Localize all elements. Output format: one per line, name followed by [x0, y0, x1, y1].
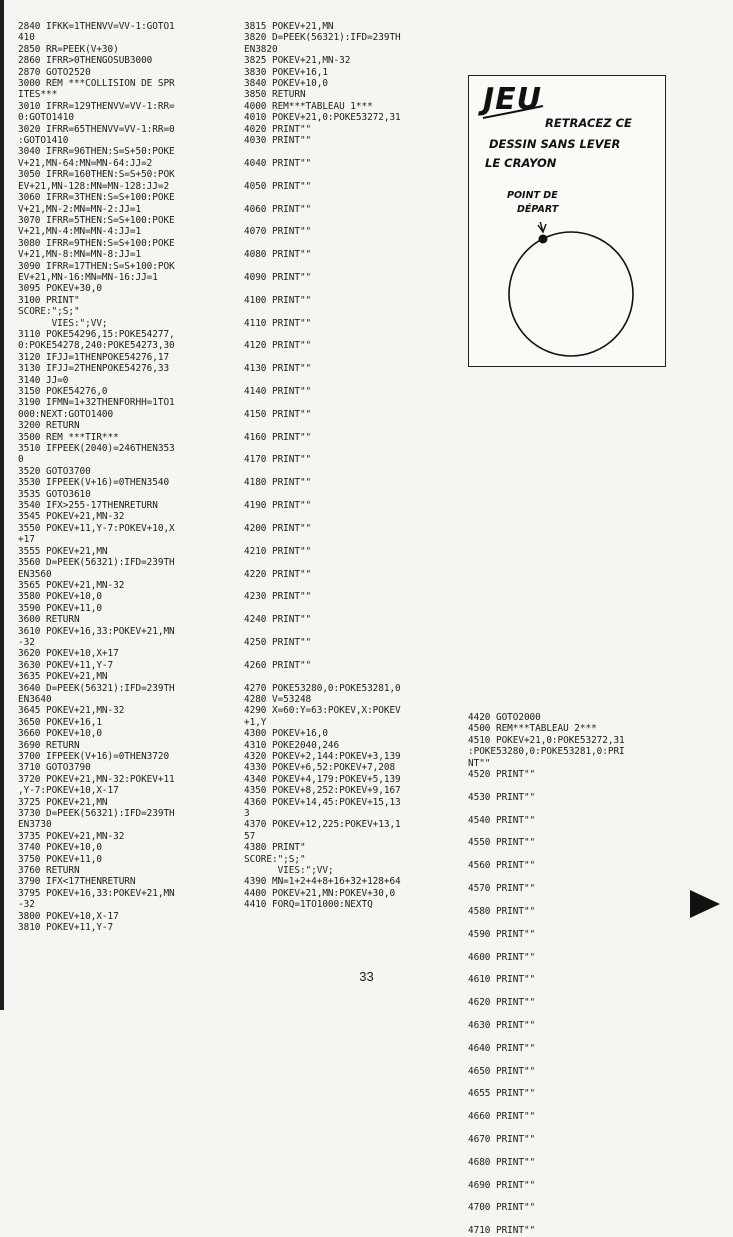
code-line — [244, 466, 401, 477]
code-line: 4060 PRINT"" — [244, 203, 312, 215]
instruction-line: RETRACEZ CE — [545, 116, 632, 130]
code-line: -32 — [18, 899, 35, 911]
code-line: ITES*** — [18, 89, 58, 101]
code-line — [244, 215, 401, 226]
code-line: 4320 POKEV+2,144:POKEV+3,139 — [244, 751, 401, 762]
code-line: +1,Y — [244, 716, 267, 728]
code-line: 4590 PRINT"" — [468, 928, 536, 940]
code-line — [244, 397, 401, 408]
code-line: V+21,MN-2:MN=MN-2:JJ=1 — [18, 203, 142, 215]
code-line: 3510 IFPEEK(2040)=246THEN353 — [18, 443, 175, 455]
code-line: 4520 PRINT"" — [468, 769, 536, 781]
code-line: 3830 POKEV+16,1 — [244, 66, 328, 78]
code-line: 3190 IFMN=1+32THENFORHH=1TO1 — [18, 397, 175, 409]
code-line: 4000 REM***TABLEAU 1*** — [244, 100, 373, 112]
code-line: 3740 POKEV+10,0 — [18, 842, 102, 854]
code-line: 4110 PRINT"" — [244, 317, 312, 329]
puzzle-box — [468, 75, 666, 367]
code-line: 4530 PRINT"" — [468, 791, 536, 803]
drawing-circle-icon — [491, 222, 651, 362]
code-line — [244, 603, 401, 614]
code-line — [244, 306, 401, 317]
code-line: 3560 D=PEEK(56321):IFD=239TH — [18, 557, 175, 569]
code-line: 4090 PRINT"" — [244, 271, 312, 283]
code-line: 4600 PRINT"" — [468, 951, 536, 963]
code-line: 3080 IFRR=9THEN:S=S+100:POKE — [18, 237, 175, 249]
puzzle-title: JEU — [483, 82, 543, 117]
code-line — [244, 238, 401, 249]
code-line: EN3820 — [244, 43, 278, 55]
code-line: 4630 PRINT"" — [468, 1019, 536, 1031]
code-line: 4070 PRINT"" — [244, 226, 312, 238]
code-line: 4380 PRINT" — [244, 842, 306, 854]
listing-column-1 — [18, 21, 175, 934]
code-line: 3060 IFRR=3THEN:S=S+100:POKE — [18, 192, 175, 204]
code-line: 4100 PRINT"" — [244, 294, 312, 306]
code-line: 4190 PRINT"" — [244, 500, 312, 512]
instruction-line: DESSIN SANS LEVER — [489, 137, 621, 151]
code-line — [244, 671, 401, 682]
code-line: 3700 IFPEEK(V+16)=0THEN3720 — [18, 751, 170, 762]
code-line — [468, 1031, 625, 1042]
page-number: 33 — [359, 969, 374, 984]
code-line: 3580 POKEV+10,0 — [18, 591, 102, 603]
code-line: 3840 POKEV+10,0 — [244, 78, 328, 90]
code-line: 3790 IFX<17THENRETURN — [18, 876, 136, 888]
code-line: 4710 PRINT"" — [468, 1225, 536, 1237]
code-line: 4420 GOTO2000 — [468, 712, 541, 723]
code-line: 4130 PRINT"" — [244, 363, 312, 375]
start-label: POINT DE — [507, 190, 558, 201]
code-line: 4500 REM***TABLEAU 2*** — [468, 723, 597, 735]
code-line: 4310 POKE2040,246 — [244, 739, 340, 751]
code-line: EV+21,MN-16:MN=MN-16:JJ=1 — [18, 271, 158, 283]
arrow-right-icon — [690, 890, 720, 918]
code-line — [244, 329, 401, 340]
code-line: 4120 PRINT"" — [244, 340, 312, 352]
code-line: 3150 POKE54276,0 — [18, 386, 108, 397]
code-line: 410 — [18, 32, 35, 44]
code-line — [468, 803, 625, 814]
code-line: 3555 POKEV+21,MN — [18, 545, 108, 557]
code-line: :GOTO1410 — [18, 135, 69, 147]
code-line: 4180 PRINT"" — [244, 477, 312, 489]
code-line: 3200 RETURN — [18, 420, 80, 432]
code-line: 4360 POKEV+14,45:POKEV+15,13 — [244, 796, 401, 808]
code-line: 3635 POKEV+21,MN — [18, 671, 108, 683]
code-line: 3010 IFRR=129THENVV=VV-1:RR= — [18, 100, 175, 112]
code-line — [468, 986, 625, 997]
code-line: 3750 POKEV+11,0 — [18, 853, 102, 865]
code-line — [468, 1009, 625, 1020]
code-line — [468, 849, 625, 860]
code-line — [244, 557, 401, 568]
code-line — [468, 1145, 625, 1156]
code-line: 4690 PRINT"" — [468, 1179, 536, 1191]
code-line: 0 — [18, 454, 24, 466]
code-line: 4200 PRINT"" — [244, 522, 312, 534]
code-line — [244, 146, 401, 157]
code-line — [244, 648, 401, 659]
code-line: 4020 PRINT"" — [244, 123, 312, 135]
code-line: 4550 PRINT"" — [468, 837, 536, 849]
code-line: 3095 POKEV+30,0 — [18, 283, 102, 295]
code-line: 4170 PRINT"" — [244, 454, 312, 466]
code-line: -32 — [18, 636, 35, 648]
code-line — [244, 283, 401, 294]
code-line: 3520 GOTO3700 — [18, 465, 91, 477]
code-line: 0:POKE54278,240:POKE54273,30 — [18, 340, 175, 352]
code-line — [244, 420, 401, 431]
code-line: 4400 POKEV+21,MN:POKEV+30,0 — [244, 887, 396, 899]
code-line: 2840 IFKK=1THENVV=VV-1:GOTO1 — [18, 21, 175, 32]
code-line — [468, 1168, 625, 1179]
code-line: :POKE53280,0:POKE53281,0:PRI — [468, 746, 625, 758]
code-line: 3660 POKEV+10,0 — [18, 728, 102, 740]
code-line: 4330 POKEV+6,52:POKEV+7,208 — [244, 762, 396, 774]
code-line: 4680 PRINT"" — [468, 1156, 536, 1168]
code-line — [468, 1077, 625, 1088]
code-line — [244, 580, 401, 591]
code-line: 4510 POKEV+21,0:POKE53272,31 — [468, 734, 625, 746]
code-line: 3795 POKEV+16,33:POKEV+21,MN — [18, 887, 175, 899]
code-line — [468, 826, 625, 837]
code-line: 3640 D=PEEK(56321):IFD=239TH — [18, 682, 175, 694]
code-line — [468, 917, 625, 928]
code-line: 57 — [244, 830, 256, 842]
code-line: 4210 PRINT"" — [244, 545, 312, 557]
code-line: 2870 GOTO2520 — [18, 66, 91, 78]
code-line: 4280 V=53248 — [244, 693, 312, 705]
code-line — [244, 375, 401, 386]
code-line: 4340 POKEV+4,179:POKEV+5,139 — [244, 773, 401, 785]
code-line: 4560 PRINT"" — [468, 860, 536, 872]
code-line: NT"" — [468, 757, 491, 769]
code-line: 3730 D=PEEK(56321):IFD=239TH — [18, 808, 175, 820]
code-line: 3645 POKEV+21,MN-32 — [18, 705, 125, 717]
code-line: 3 — [244, 808, 250, 820]
code-line: 4290 X=60:Y=63:POKEV,X:POKEV — [244, 705, 401, 717]
code-line: 3815 POKEV+21,MN — [244, 21, 334, 32]
code-line: 4040 PRINT"" — [244, 157, 312, 169]
code-line: EV+21,MN-128:MN=MN-128:JJ=2 — [18, 180, 170, 192]
code-line: 3800 POKEV+10,X-17 — [18, 910, 119, 922]
code-line: 4270 POKE53280,0:POKE53281,0 — [244, 682, 401, 694]
code-line: 4610 PRINT"" — [468, 974, 536, 986]
code-line: 4160 PRINT"" — [244, 431, 312, 443]
instruction-line: LE CRAYON — [485, 156, 557, 170]
code-line: V+21,MN-64:MN=MN-64:JJ=2 — [18, 157, 153, 169]
code-line: 2860 IFRR>0THENGOSUB3000 — [18, 55, 153, 67]
code-line: 3590 POKEV+11,0 — [18, 602, 102, 614]
code-line: 3710 GOTO3790 — [18, 762, 91, 774]
code-line: 4410 FORQ=1TO1000:NEXTQ — [244, 899, 373, 911]
code-line: SCORE:";S;" — [18, 306, 80, 318]
code-line: 3820 D=PEEK(56321):IFD=239TH — [244, 32, 401, 44]
code-line — [468, 1100, 625, 1111]
code-line: 4050 PRINT"" — [244, 180, 312, 192]
code-line: 4620 PRINT"" — [468, 997, 536, 1009]
code-line: 4390 MN=1+2+4+8+16+32+128+64 — [244, 876, 401, 888]
code-line: 3120 IFJJ=1THENPOKE54276,17 — [18, 351, 170, 363]
code-line — [244, 443, 401, 454]
code-line: 4660 PRINT"" — [468, 1111, 536, 1123]
code-line: 3090 IFRR=17THEN:S=S+100:POK — [18, 260, 175, 272]
code-line: V+21,MN-4:MN=MN-4:JJ=1 — [18, 226, 142, 238]
code-line: 4300 POKEV+16,0 — [244, 728, 328, 740]
code-line: 4010 POKEV+21,0:POKE53272,31 — [244, 112, 401, 124]
code-line: 3530 IFPEEK(V+16)=0THEN3540 — [18, 477, 170, 489]
code-line: 4650 PRINT"" — [468, 1065, 536, 1077]
code-line: 3000 REM ***COLLISION DE SPR — [18, 78, 175, 90]
code-line: 3545 POKEV+21,MN-32 — [18, 511, 125, 523]
code-line: 4230 PRINT"" — [244, 591, 312, 603]
code-line: 3725 POKEV+21,MN — [18, 796, 108, 808]
code-line: 3760 RETURN — [18, 865, 80, 877]
code-line: 3020 IFRR=65THENVV=VV-1:RR=0 — [18, 123, 175, 135]
code-line: EN3730 — [18, 819, 52, 831]
code-line: 3540 IFX>255-17THENRETURN — [18, 500, 158, 512]
code-line — [244, 489, 401, 500]
code-line: 3690 RETURN — [18, 739, 80, 751]
code-line: 4080 PRINT"" — [244, 249, 312, 261]
code-line — [468, 1123, 625, 1134]
code-line: 4150 PRINT"" — [244, 408, 312, 420]
code-line: 3600 RETURN — [18, 614, 80, 626]
code-line — [468, 895, 625, 906]
code-line: 4240 PRINT"" — [244, 614, 312, 626]
code-line: 3140 JJ=0 — [18, 374, 69, 386]
code-line — [244, 192, 401, 203]
code-line: 000:NEXT:GOTO1400 — [18, 408, 114, 420]
code-line — [468, 940, 625, 951]
code-line: 4030 PRINT"" — [244, 135, 312, 147]
code-line — [244, 169, 401, 180]
code-line — [244, 352, 401, 363]
code-line — [468, 1191, 625, 1202]
code-line: 3565 POKEV+21,MN-32 — [18, 579, 125, 591]
code-line: 4580 PRINT"" — [468, 905, 536, 917]
code-line: VIES:";VV; — [18, 317, 108, 329]
code-line: 4700 PRINT"" — [468, 1202, 536, 1214]
code-line: 3850 RETURN — [244, 89, 306, 101]
code-line: ,Y-7:POKEV+10,X-17 — [18, 785, 119, 797]
code-line: 3720 POKEV+21,MN-32:POKEV+11 — [18, 773, 175, 785]
code-line: V+21,MN-8:MN=MN-8:JJ=1 — [18, 249, 142, 261]
code-line — [244, 261, 401, 272]
code-line: 4570 PRINT"" — [468, 883, 536, 895]
code-line — [468, 1214, 625, 1225]
code-line: 3650 POKEV+16,1 — [18, 716, 102, 728]
code-line — [468, 780, 625, 791]
code-line: 4670 PRINT"" — [468, 1134, 536, 1146]
code-line: 4655 PRINT"" — [468, 1088, 536, 1100]
code-line: 3040 IFRR=96THEN:S=S+50:POKE — [18, 146, 175, 158]
code-line — [244, 534, 401, 545]
start-label: DÉPART — [517, 204, 559, 215]
code-line: SCORE:";S;" — [244, 853, 306, 865]
code-line: 3100 PRINT" — [18, 294, 80, 306]
code-line: 4350 POKEV+8,252:POKEV+9,167 — [244, 785, 401, 797]
code-line: 4220 PRINT"" — [244, 568, 312, 580]
code-line: 3070 IFRR=5THEN:S=S+100:POKE — [18, 214, 175, 226]
code-line: EN3560 — [18, 568, 52, 580]
code-line: 3735 POKEV+21,MN-32 — [18, 830, 125, 842]
code-line: 3620 POKEV+10,X+17 — [18, 648, 119, 660]
listing-column-2 — [244, 21, 401, 911]
code-line: 4260 PRINT"" — [244, 659, 312, 671]
code-line: 3535 GOTO3610 — [18, 488, 91, 500]
code-line: 3050 IFRR=160THEN:S=S+50:POK — [18, 169, 175, 181]
code-line: 3500 REM ***TIR*** — [18, 431, 119, 443]
code-line — [468, 872, 625, 883]
code-line: 3130 IFJJ=2THENPOKE54276,33 — [18, 363, 170, 375]
code-line: 0:GOTO1410 — [18, 112, 74, 124]
code-line: 4640 PRINT"" — [468, 1042, 536, 1054]
start-point-icon — [539, 235, 548, 244]
code-line: +17 — [18, 534, 35, 546]
code-line: 3825 POKEV+21,MN-32 — [244, 55, 351, 67]
code-line: 4370 POKEV+12,225:POKEV+13,1 — [244, 819, 401, 831]
code-line — [244, 626, 401, 637]
code-line: 3550 POKEV+11,Y-7:POKEV+10,X — [18, 522, 175, 534]
page-edge — [0, 0, 4, 1010]
code-line: EN3640 — [18, 693, 52, 705]
code-line: 4540 PRINT"" — [468, 814, 536, 826]
code-line: 3610 POKEV+16,33:POKEV+21,MN — [18, 625, 175, 637]
code-line: VIES:";VV; — [244, 865, 334, 877]
code-line: 2850 RR=PEEK(V+30) — [18, 43, 119, 55]
code-line: 3630 POKEV+11,Y-7 — [18, 659, 114, 671]
code-line — [468, 1054, 625, 1065]
code-line — [244, 511, 401, 522]
code-line: 3110 POKE54296,15:POKE54277, — [18, 328, 175, 340]
code-line: 3810 POKEV+11,Y-7 — [18, 922, 114, 934]
code-line: 4250 PRINT"" — [244, 636, 312, 648]
code-line: 4140 PRINT"" — [244, 386, 312, 397]
